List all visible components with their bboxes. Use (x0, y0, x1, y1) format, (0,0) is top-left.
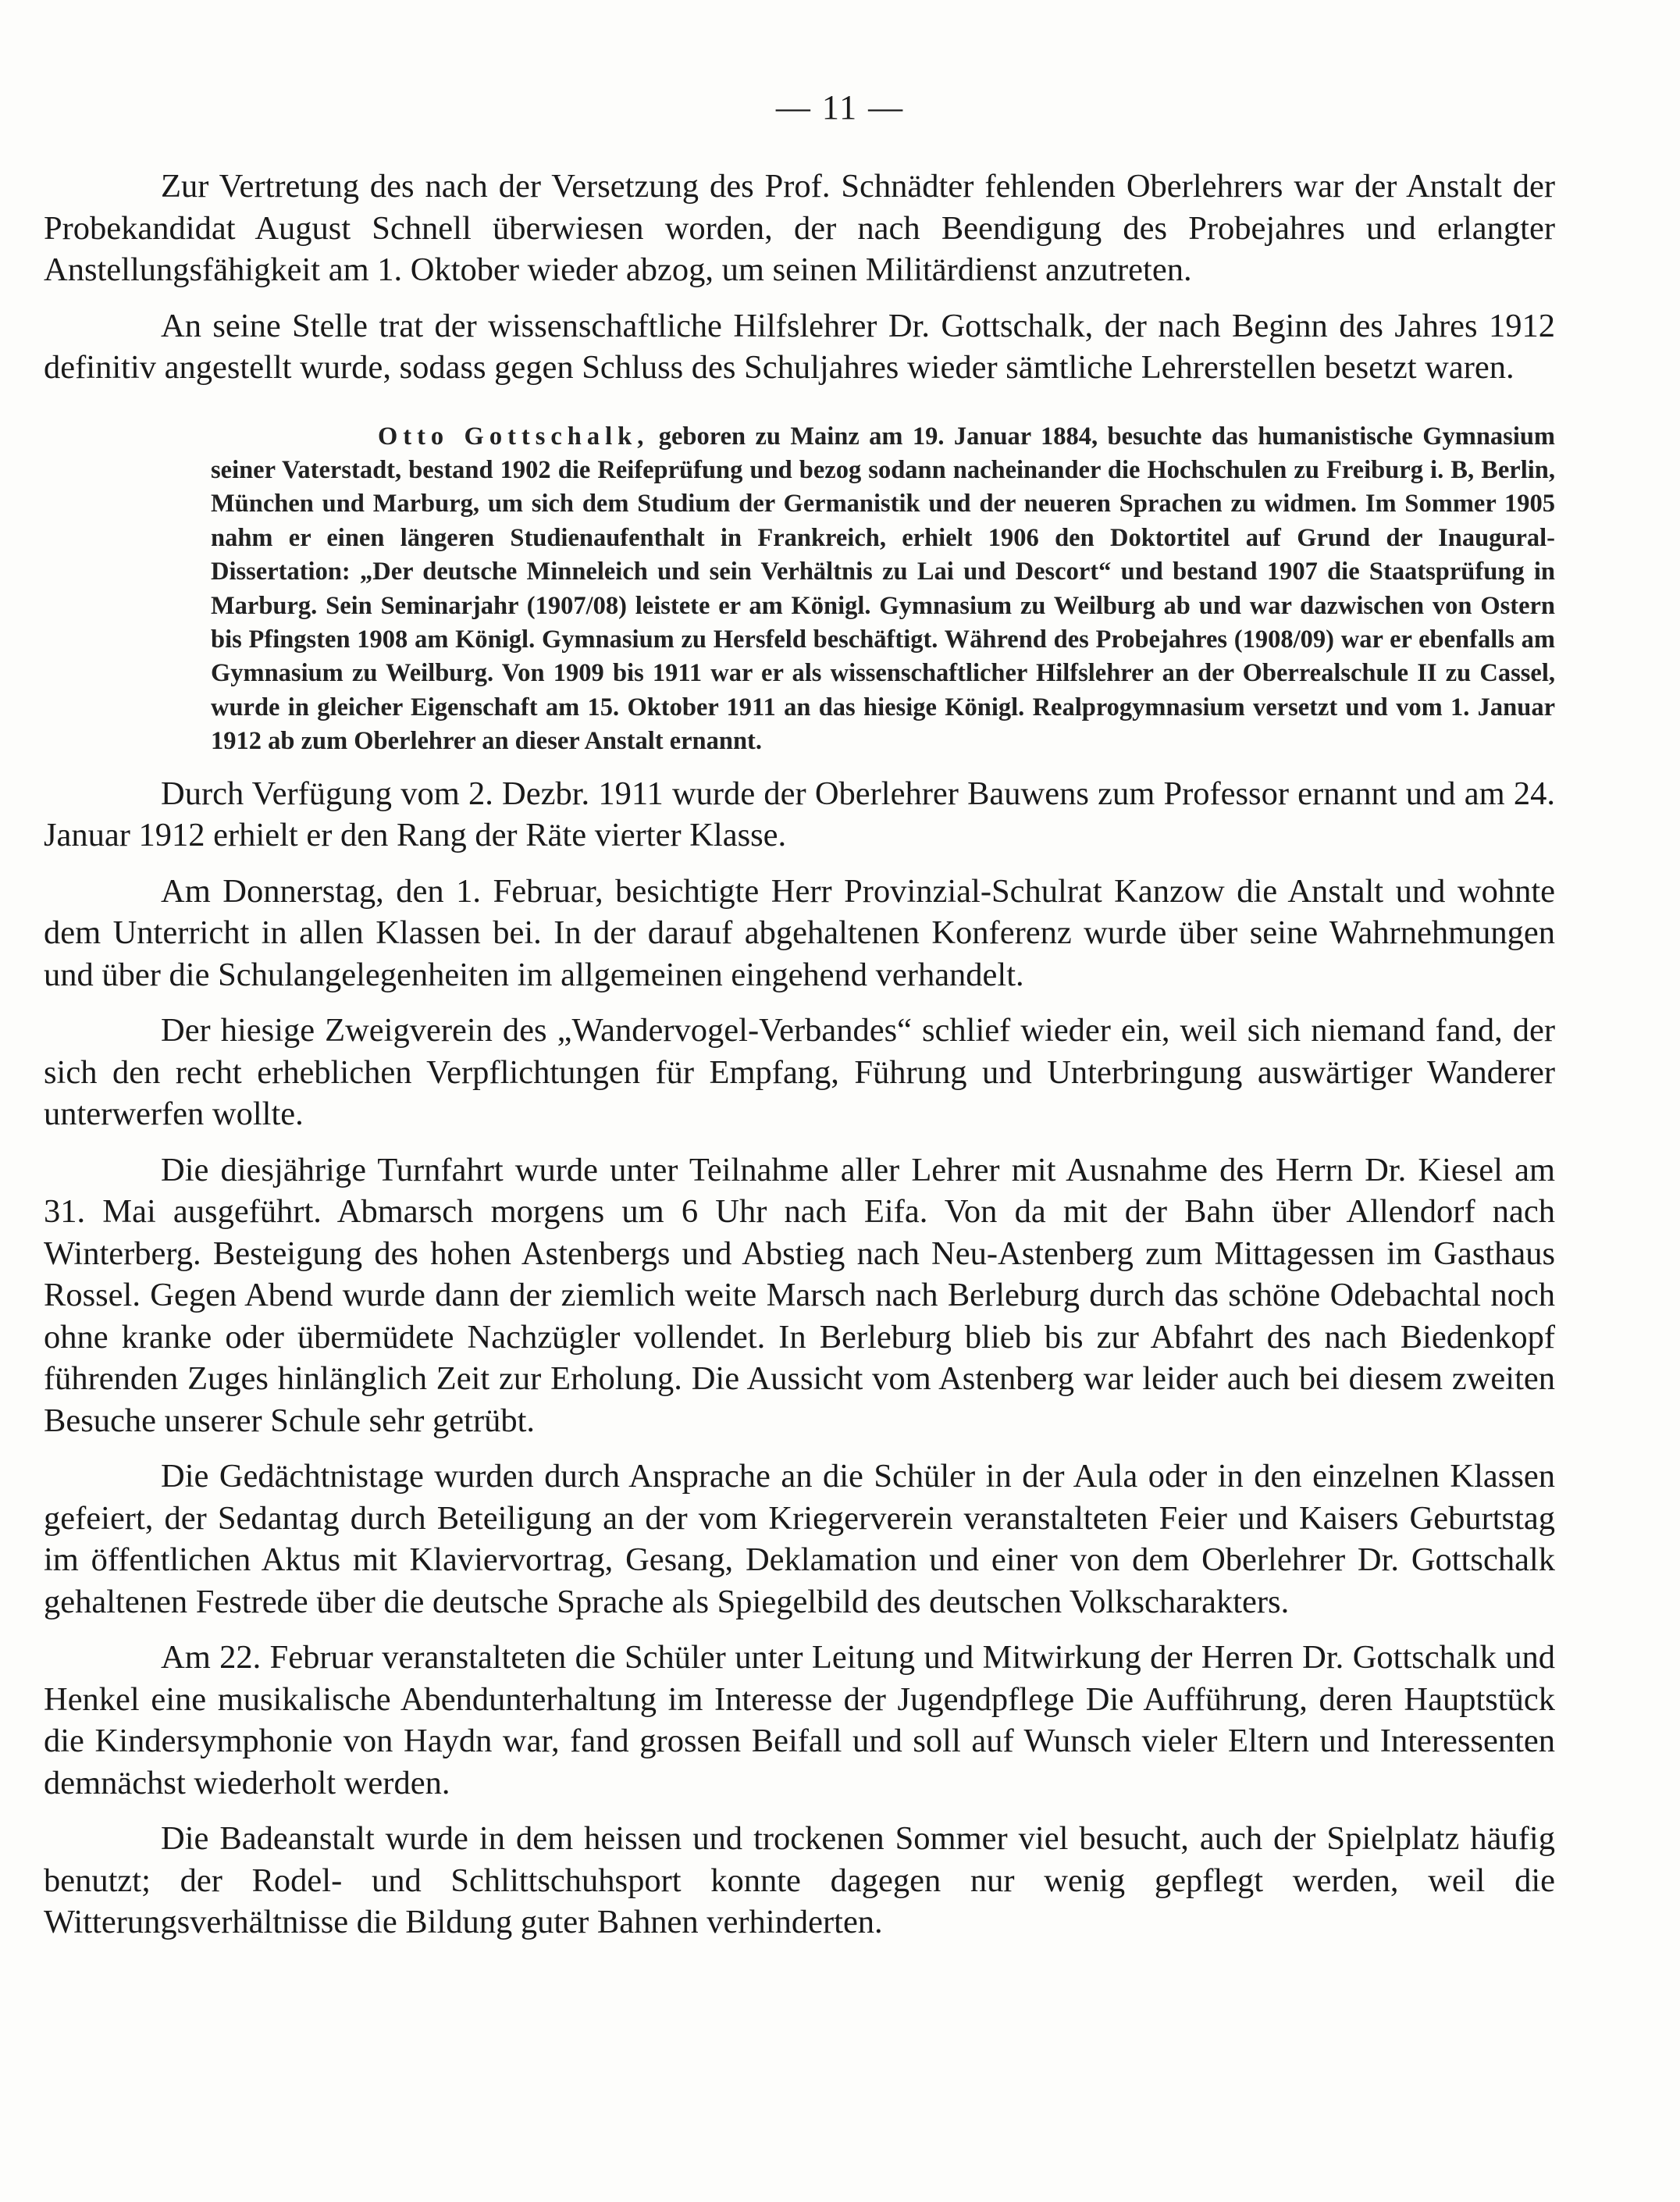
biography-text: geboren zu Mainz am 19. Januar 1884, besuchte das humanistische Gymnasium seiner Vaterstadt, bestand 1902 die Reifeprüfung und bezog sodann nacheinander die Hochschulen zu Freiburg i. B, Berlin, München und Marburg, um sich dem Studium der Germanistik und der neueren Sprachen zu widmen. Im Sommer 1905 nahm er einen längeren Studienaufenthalt in Frankreich, erhielt 1906 den Doktortitel auf Grund der Inaugural-Dissertation: „Der deutsche Minneleich und sein Verhältnis zu Lai und Descort“ und bestand 1907 die Staatsprüfung in Marburg. Sein Seminarjahr (1907/08) leistete er am Königl. Gymnasium zu Weilburg ab und war dazwischen von Ostern bis Pfingsten 1908 am Königl. Gymnasium zu Hersfeld beschäftigt. Während des Probejahres (1908/09) war er ebenfalls am Gymnasium zu Weilburg. Von 1909 bis 1911 war er als wissenschaftlicher Hilfslehrer an der Oberrealschule II zu Cassel, wurde in gleicher Eigenschaft am 15. Oktober 1911 an das hiesige Königl. Realprogymnasium versetzt und vom 1. Januar 1912 ab zum Oberlehrer an dieser Anstalt ernannt. (211, 422, 1555, 756)
paragraph-gymnastics-trip: Die diesjährige Turnfahrt wurde unter Teilnahme aller Lehrer mit Ausnahme des Herrn Dr. Kiesel am 31. Mai ausgeführt. Abmarsch morgens um 6 Uhr nach Eifa. Von da mit der Bahn über Allendorf nach Winterberg. Besteigung des hohen Astenbergs und Abstieg nach Neu-Astenberg zum Mittagessen im Gasthaus Rossel. Gegen Abend wurde dann der ziemlich weite Marsch nach Berleburg durch das schöne Odebachtal noch ohne kranke oder übermüdete Nachzügler vollendet. In Berleburg blieb bis zur Abfahrt des nach Biedenkopf führenden Zuges hinlänglich Zeit zur Erholung. Die Aussicht vom Astenberg war leider auch bei diesem zweiten Besuche unserer Schule sehr getrübt. (44, 1151, 1555, 1439)
biography-note (44, 420, 1555, 759)
paragraph-wandervogel: Der hiesige Zweigverein des „Wandervogel-Verbandes“ schlief wieder ein, weil sich niemand fand, der sich den recht erheblichen Verpflichtungen für Empfang, Führung und Unterbringung auswärtiger Wanderer unterwerfen wollte. (44, 1012, 1555, 1133)
page-number: — 11 — (775, 88, 905, 126)
paragraph-substitute-teacher: Zur Vertretung des nach der Versetzung des Prof. Schnädter fehlenden Oberlehrers war der Anstalt der Probekandidat August Schnell überwiesen worden, der nach Beendigung des Probejahres und erlangter Anstellungsfähigkeit am 1. Oktober wieder abzog, um seinen Militärdienst anzutreten. (44, 168, 1555, 288)
paragraph-new-appointment: An seine Stelle trat der wissenschaftliche Hilfslehrer Dr. Gottschalk, der nach Beginn des Jahres 1912 definitiv angestellt wurde, sodass gegen Schluss des Schuljahres wieder sämtliche Lehrerstellen besetzt waren. (44, 307, 1555, 386)
paragraph-musical-evening: Am 22. Februar veranstalteten die Schüler unter Leitung und Mitwirkung der Herren Dr. Gottschalk und Henkel eine musikalische Abendunterhaltung im Interesse der Jugendpflege Die Aufführung, deren Hauptstück die Kindersymphonie von Haydn war, fand grossen Beifall und soll auf Wunsch vieler Eltern und Interessenten demnächst wiederholt werden. (44, 1639, 1555, 1801)
paragraph-professor-appointment: Durch Verfügung vom 2. Dezbr. 1911 wurde der Oberlehrer Bauwens zum Professor ernannt und am 24. Januar 1912 erhielt er den Rang der Räte vierter Klasse. (44, 775, 1555, 854)
paragraph-bath-and-sports: Die Badeanstalt wurde in dem heissen und trockenen Sommer viel besucht, auch der Spielplatz häufig benutzt; der Rodel- und Schlittschuhsport konnte dagegen nur wenig gepflegt werden, weil die Witterungsverhältnisse die Bildung guter Bahnen verhinderten. (44, 1820, 1555, 1941)
paragraph-school-inspection: Am Donnerstag, den 1. Februar, besichtigte Herr Provinzial-Schulrat Kanzow die Anstalt und wohnte dem Unterricht in allen Klassen bei. In der darauf abgehaltenen Konferenz wurde über seine Wahrnehmungen und über die Schulangelegenheiten im allgemeinen eingehend verhandelt. (44, 872, 1555, 993)
page-body (44, 166, 1555, 1944)
paragraph-memorial-days: Die Gedächtnistage wurden durch Ansprache an die Schüler in der Aula oder in den einzelnen Klassen gefeiert, der Sedantag durch Beteiligung an der vom Kriegerverein veranstalteten Feier und Kaisers Geburtstag im öffentlichen Aktus mit Klaviervortrag, Gesang, Deklamation und einer von dem Oberlehrer Dr. Gottschalk gehaltenen Festrede über die deutsche Sprache als Spiegelbild des deutschen Volkscharakters. (44, 1458, 1555, 1620)
biography-name: Otto Gottschalk, (378, 422, 650, 451)
